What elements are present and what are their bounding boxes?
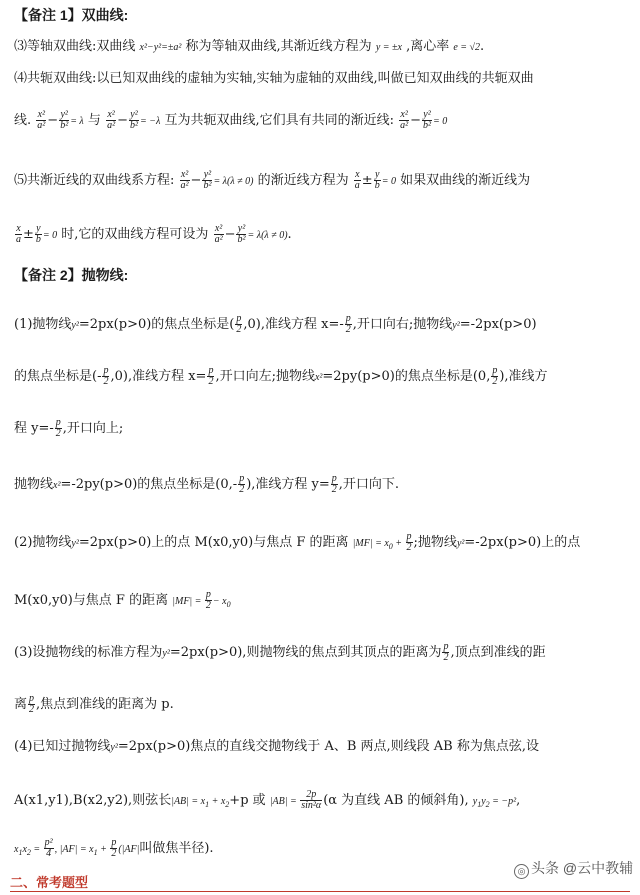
parabola-p2-line1: (2)抛物线y²=2px(p>0)上的点 M(x0,y0)与焦点 F 的距离 $|MF| = x_0$ + $\frac{p}{2}$ ;抛物线y²=-2px(p>0)上的点 bbox=[14, 531, 581, 553]
toutiao-logo-icon: ◎ bbox=[514, 864, 529, 879]
equilateral-hyperbola-formula: x²−y²=±a² bbox=[139, 42, 182, 53]
parabola-p4-line3: $x_1x_2$ = $\frac{\text{p²}}{4}$ , $|AF| = x_1$ + $\frac{p}{2}$ (|AF|叫做焦半径). bbox=[14, 837, 214, 859]
parabola-p2-line2: M(x0,y0)与焦点 F 的距离 |MF| = $\frac{p}{2}$ − $x_0$ bbox=[14, 589, 231, 611]
note1-item4-line2: 线. $\frac{\text{x²}}{\text{a²}}$ − $\frac{\text{y²}}{\text{b²}}$ = λ 与 $\frac{\text{x²}}{\text{a²}}$ − $\frac{\text{y²}}{\text{b²}}$ = −λ 互为共轭双曲线,它们具有共同的渐近线: $\frac{\text{x²}}{\text{a²}}$ − $\frac{\text{y²}}{\text{b²}}$ = 0 bbox=[14, 109, 448, 131]
note1-item5-line2: $\frac{x}{a}$ ± $\frac{y}{b}$ = 0 时,它的双曲线方程可设为 $\frac{\text{x²}}{\text{a²}}$ − $\frac{\text{y²}}{\text{b²}}$ = λ(λ ≠ 0). bbox=[16, 223, 292, 245]
watermark: ◎ 头条 @云中教辅 bbox=[514, 858, 633, 879]
note2-heading: 【备注 2】抛物线: bbox=[14, 267, 129, 283]
parabola-p1-line3: 程 y=- $\frac{p}{2}$ ,开口向上; bbox=[14, 417, 124, 439]
note1-heading: 【备注 1】双曲线: bbox=[14, 7, 129, 23]
section-title: 二、常考题型 bbox=[10, 875, 89, 890]
parabola-p3-line2: 离 $\frac{p}{2}$ ,焦点到准线的距离为 p. bbox=[14, 693, 174, 715]
note1-item4-line1: ⑷共轭双曲线:以已知双曲线的虚轴为实轴,实轴为虚轴的双曲线,叫做已知双曲线的共轭双曲 bbox=[14, 71, 534, 86]
note1-item3: ⑶等轴双曲线:双曲线 x²−y²=±a² 称为等轴双曲线,其渐近线方程为 y = ±x ,离心率 e = √2. bbox=[14, 39, 485, 54]
parabola-p1-line2: 的焦点坐标是(- $\frac{p}{2}$ ,0),准线方程 x= $\frac{p}{2}$ ,开口向左;抛物线x²=2py(p>0)的焦点坐标是(0, $\frac{p}{2}$ ),准线方 bbox=[14, 365, 548, 387]
parabola-p4-line2: A(x1,y1),B(x2,y2),则弦长$|AB| = x_1 + x_2+p$ 或 |AB| = $\frac{2p}{\text{sin²α}}$ (α 为直线 AB 的倾斜角), $y_1y_2 = -p^2$, bbox=[14, 789, 521, 811]
parabola-p1b: 抛物线x²=-2py(p>0)的焦点坐标是(0,- $\frac{p}{2}$ ),准线方程 y= $\frac{p}{2}$ ,开口向下. bbox=[14, 473, 400, 495]
parabola-p3-line1: (3)设抛物线的标准方程为y²=2px(p>0),则抛物线的焦点到其顶点的距离为 $\frac{p}{2}$ ,顶点到准线的距 bbox=[14, 641, 546, 663]
parabola-p1-line1: (1)抛物线y²=2px(p>0)的焦点坐标是( $\frac{p}{2}$ ,0),准线方程 x=- $\frac{p}{2}$ ,开口向右;抛物线y²=-2px(p>0) bbox=[14, 313, 537, 335]
note1-item5-line1: ⑸共渐近线的双曲线系方程: $\frac{\text{x²}}{\text{a²}}$ − $\frac{\text{y²}}{\text{b²}}$ = λ(λ ≠ 0) 的渐近线方程为 $\frac{x}{a}$ ± $\frac{y}{b}$ = 0 如果双曲线的渐近线为 bbox=[14, 169, 531, 191]
section-divider bbox=[10, 891, 630, 892]
parabola-p4-line1: (4)已知过抛物线y²=2px(p>0)焦点的直线交抛物线于 A、B 两点,则线段 AB 称为焦点弦,设 bbox=[14, 739, 539, 754]
